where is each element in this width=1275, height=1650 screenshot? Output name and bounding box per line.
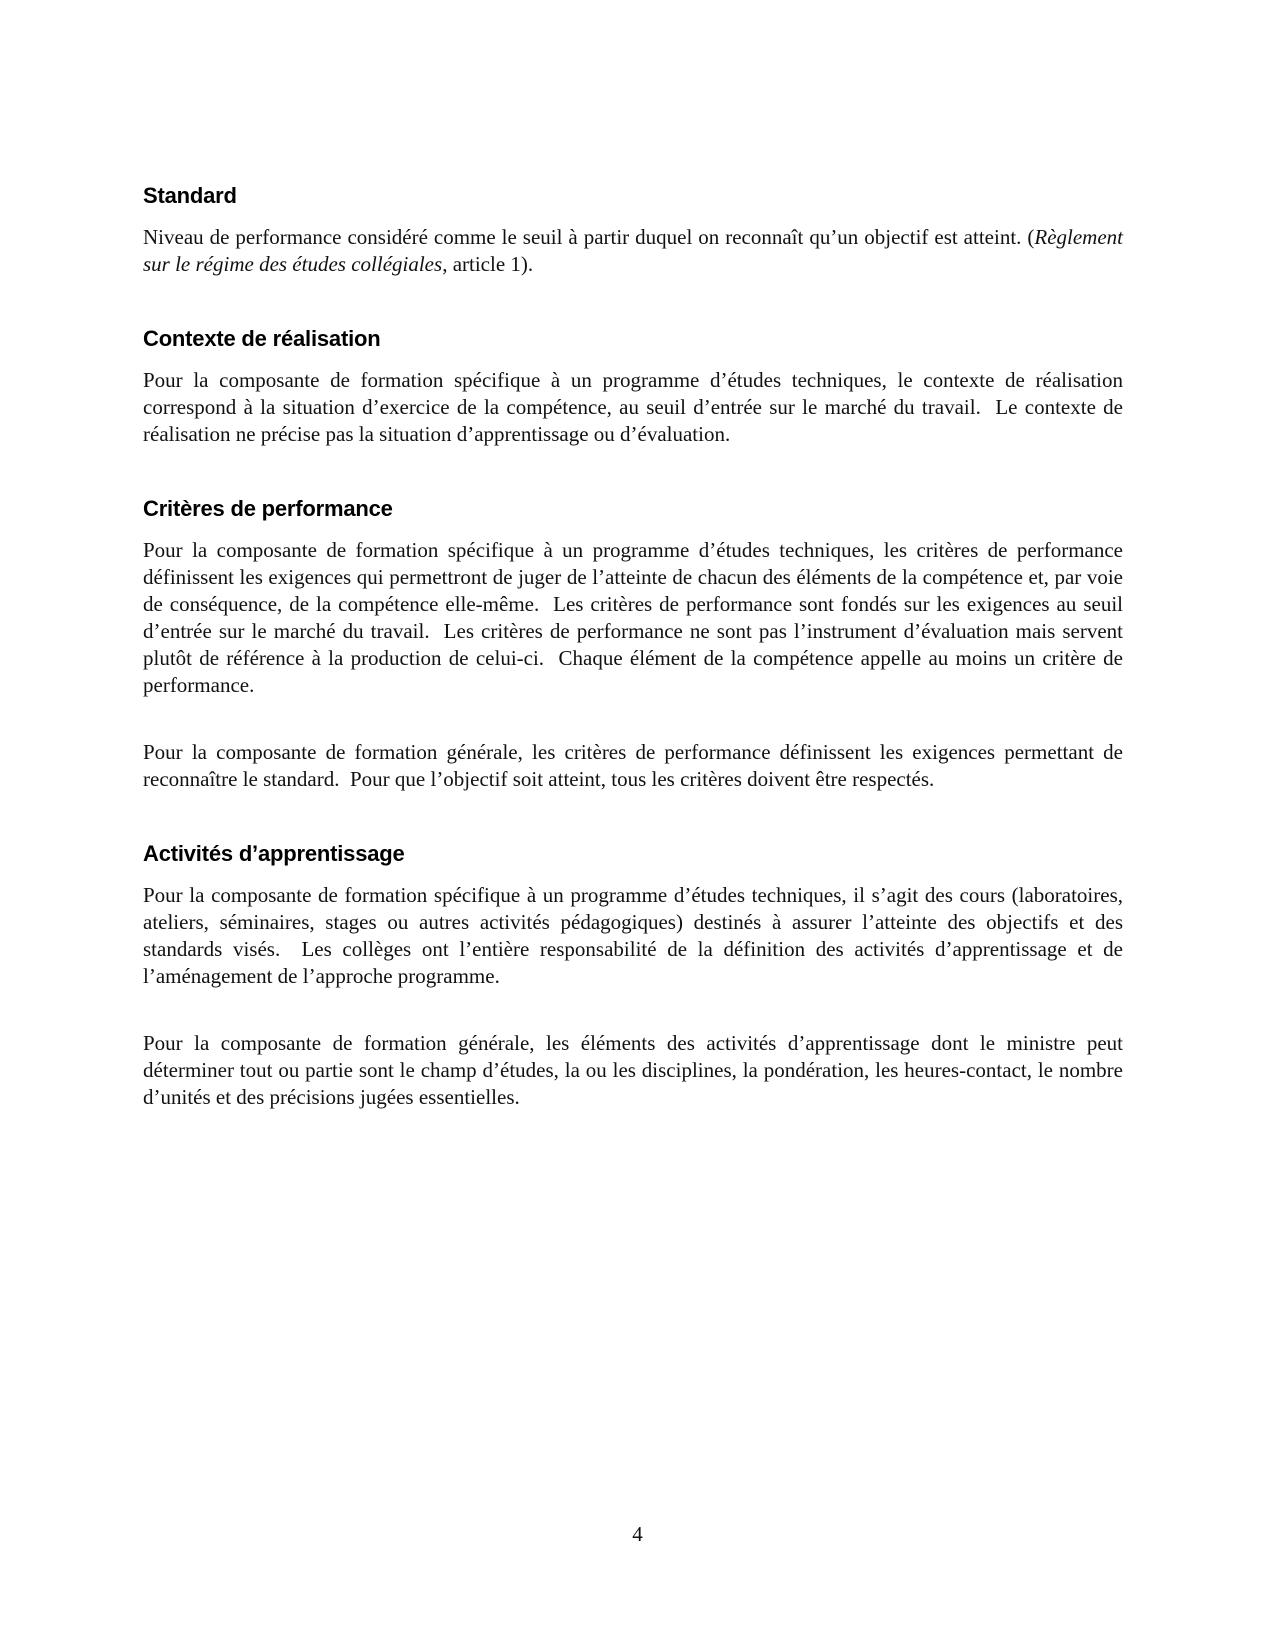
paragraph-contexte: Pour la composante de formation spécifique à un programme d’études techniques, le contexte de réalisation correspond à la situation d’exercice de la compétence, au seuil d’entrée sur le marché du travail. Le contexte de réalisation ne précise pas la situation d’apprentissage ou d’évaluation. [143, 368, 1129, 446]
paragraph-standard-definition [143, 224, 1129, 278]
document-content [143, 183, 1129, 1151]
heading-contexte-de-realisation: Contexte de réalisation [143, 326, 381, 351]
section-activites-apprentissage [143, 841, 1129, 1111]
citation-title: Règlement sur le régime des études collégiales [143, 225, 1129, 276]
page-number: 4 [632, 1522, 643, 1546]
paragraph-activites-technique: Pour la composante de formation spécifique à un programme d’études techniques, il s’agit des cours (laboratoires, ateliers, séminaires, stages ou autres activités pédagogiques) destinés à assurer l’atteinte des objectifs et des standards visés. Les collèges ont l’entière responsabilité de la définition des activités d’apprentissage et de l’aménagement de l’approche programme. [143, 883, 1129, 988]
paragraph-activites-generale: Pour la composante de formation générale, les éléments des activités d’apprentissage dont le ministre peut déterminer tout ou partie sont le champ d’études, la ou les disciplines, la pondération, les heures-contact, le nombre d’unités et des précisions jugées essentielles. [143, 1031, 1129, 1109]
section-standard [143, 183, 1129, 278]
section-criteres-de-performance [143, 496, 1129, 793]
paragraph-criteres-technique: Pour la composante de formation spécifique à un programme d’études techniques, les critères de performance définissent les exigences qui permettront de juger de l’atteinte de chacun des éléments de la compétence et, par voie de conséquence, de la compétence elle-même. Les critères de performance sont fondés sur les exigences au seuil d’entrée sur le marché du travail. Les critères de performance ne sont pas l’instrument d’évaluation mais servent plutôt de référence à la production de celui-ci. Chaque élément de la compétence appelle au moins un critère de performance. [143, 538, 1129, 697]
heading-criteres-de-performance: Critères de performance [143, 496, 393, 521]
text-run: , article 1). [442, 252, 534, 276]
page-footer [0, 1522, 1275, 1547]
text-run: Niveau de performance considéré comme le seuil à partir duquel on reconnaît qu’un objectif est atteint. ( [143, 225, 1035, 249]
heading-activites-apprentissage: Activités d’apprentissage [143, 841, 405, 866]
heading-standard: Standard [143, 183, 237, 208]
paragraph-criteres-generale: Pour la composante de formation générale, les critères de performance définissent les exigences permettant de reconnaître le standard. Pour que l’objectif soit atteint, tous les critères doivent être respectés. [143, 740, 1129, 791]
section-contexte-de-realisation [143, 326, 1129, 448]
